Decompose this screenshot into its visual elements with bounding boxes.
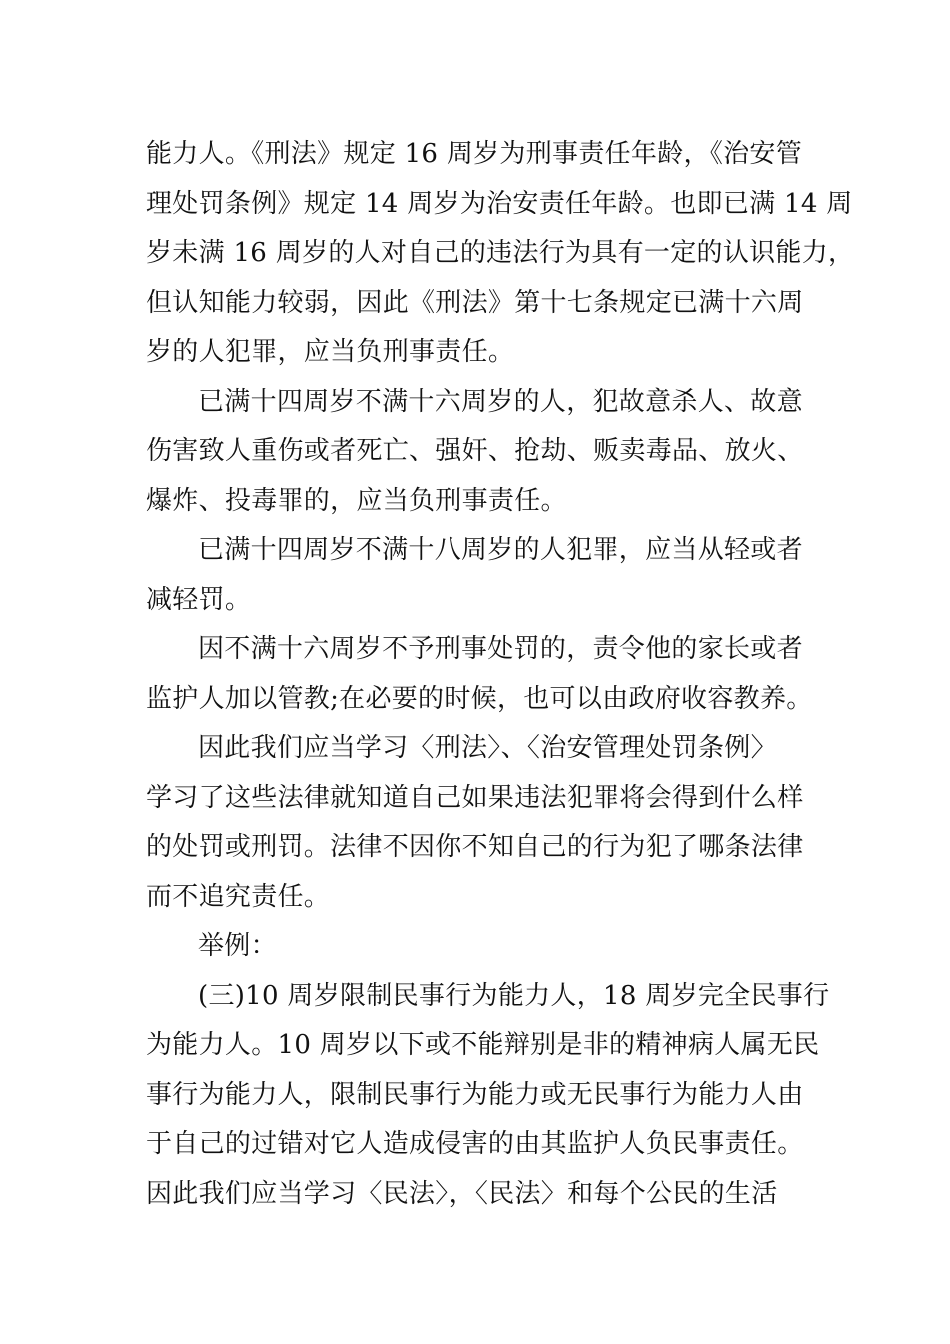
text-line: 伤害致人重伤或者死亡、强奸、抢劫、贩卖毒品、放火、 xyxy=(146,436,804,466)
text-line: 但认知能力较弱，因此《刑法》第十七条规定已满十六周 xyxy=(146,287,804,318)
text-line: 已满十四周岁不满十六周岁的人，犯故意杀人、故意 xyxy=(198,386,803,417)
text-line: 而不追究责任。 xyxy=(146,881,331,912)
text-line: (三)10 周岁限制民事行为能力人，18 周岁完全民事行 xyxy=(198,980,830,1011)
text-line: 因不满十六周岁不予刑事处罚的，责令他的家长或者 xyxy=(198,634,803,664)
text-line: 学习了这些法律就知道自己如果违法犯罪将会得到什么样 xyxy=(146,782,804,813)
text-line: 已满十四周岁不满十八周岁的人犯罪，应当从轻或者 xyxy=(198,535,803,565)
text-line: 的处罚或刑罚。法律不因你不知自己的行为犯了哪条法律 xyxy=(146,832,804,862)
text-line: 爆炸、投毒罪的，应当负刑事责任。 xyxy=(146,485,567,516)
text-line: 理处罚条例》规定 14 周岁为治安责任年龄。也即已满 14 周 xyxy=(146,188,853,219)
text-line: 减轻罚。 xyxy=(146,584,252,615)
text-line: 因此我们应当学习〈民法〉，〈民法〉和每个公民的生活 xyxy=(146,1178,778,1209)
document-body xyxy=(146,130,855,1219)
text-line: 能力人。《刑法》规定 16 周岁为刑事责任年龄，《治安管 xyxy=(146,139,803,169)
text-line: 因此我们应当学习〈刑法〉、〈治安管理处罚条例〉 xyxy=(198,733,777,763)
text-line: 岁的人犯罪，应当负刑事责任。 xyxy=(146,337,515,367)
text-line: 于自己的过错对它人造成侵害的由其监护人负民事责任。 xyxy=(146,1129,804,1159)
text-line: 岁未满 16 周岁的人对自己的违法行为具有一定的认识能力， xyxy=(146,238,855,268)
text-line: 为能力人。10 周岁以下或不能辩别是非的精神病人属无民 xyxy=(146,1030,820,1060)
text-line: 监护人加以管教;在必要的时候，也可以由政府收容教养。 xyxy=(146,683,813,714)
text-line: 事行为能力人，限制民事行为能力或无民事行为能力人由 xyxy=(146,1079,804,1110)
text-line: 举例： xyxy=(198,931,277,961)
